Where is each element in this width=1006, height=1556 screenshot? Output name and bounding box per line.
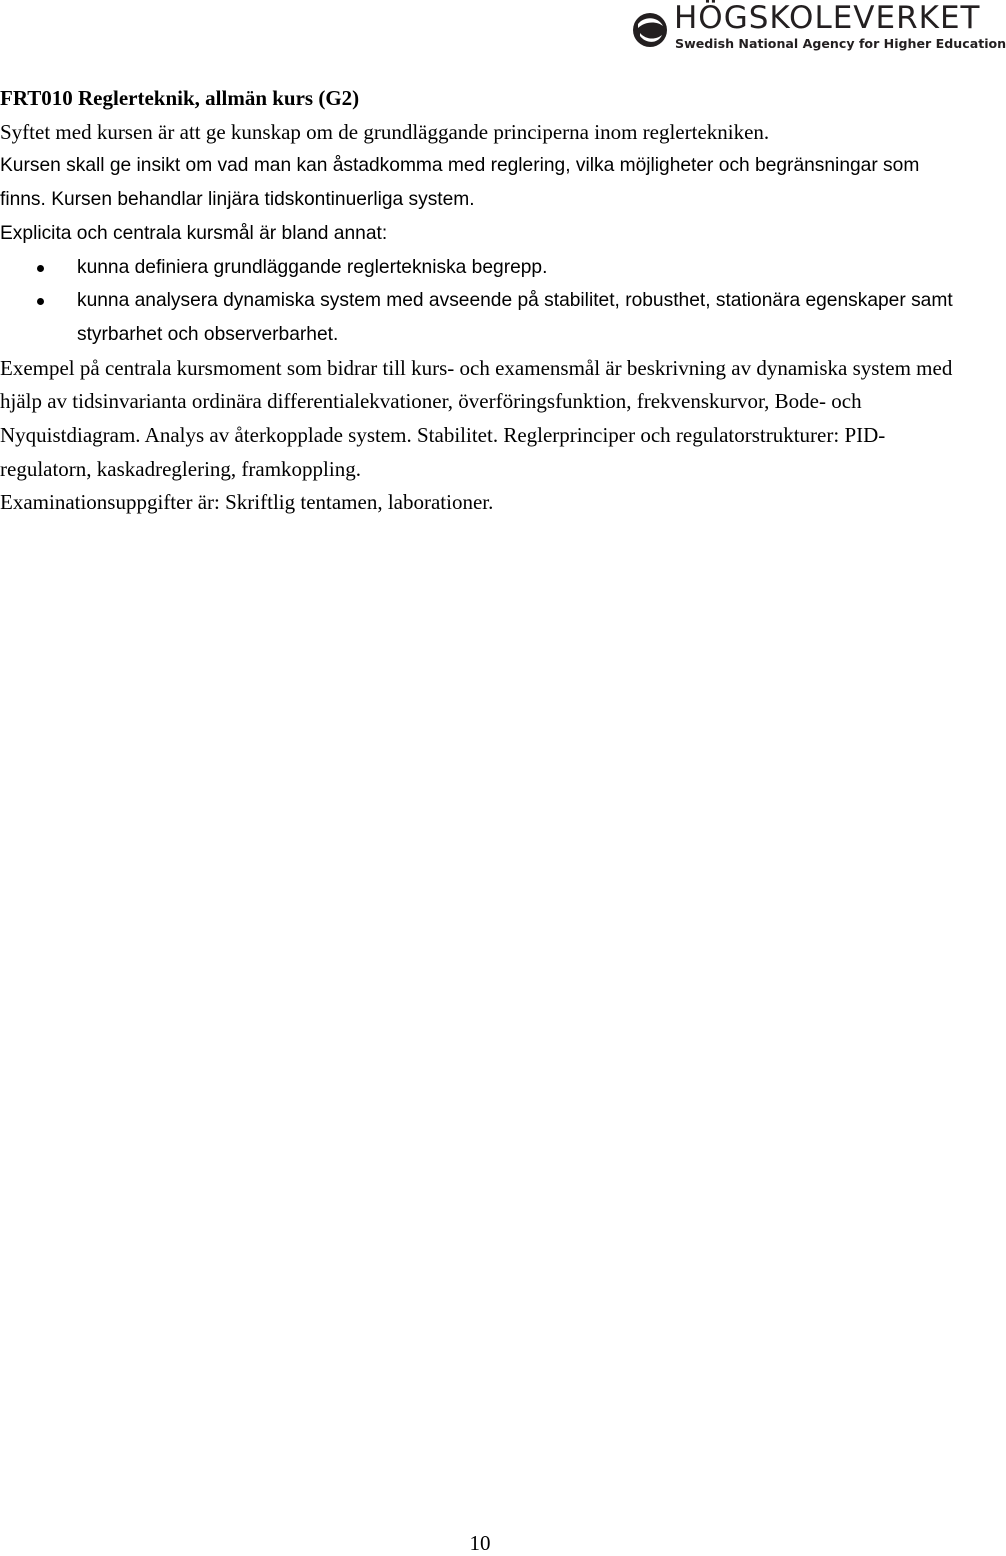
course-purpose-line-2: Kursen skall ge insikt om vad man kan åstadkomma med reglering, vilka möjligheter och begränsningar som finns. Kursen behandlar linjära tidskontinuerliga system.: [0, 155, 920, 211]
hogskoleverket-logo: [632, 0, 1006, 58]
goal-text: kunna definiera grundläggande reglertekniska begrepp.: [77, 256, 548, 278]
goals-intro: Explicita och centrala kursmål är bland annat:: [0, 222, 388, 244]
logo-subtitle: Swedish National Agency for Higher Education: [675, 36, 1006, 51]
examination: Examinationsuppgifter är: Skriftlig tentamen, laborationer.: [0, 490, 494, 515]
logo-name: HÖGSKOLEVERKET: [674, 0, 981, 36]
logo-mark-icon: [632, 2, 668, 56]
bullet-icon: [37, 298, 44, 305]
goal-item: [0, 284, 958, 351]
goal-item: [0, 251, 958, 285]
course-purpose-line-1: Syftet med kursen är att ge kunskap om de grundläggande principerna inom reglertekniken.: [0, 119, 770, 144]
goal-text: kunna analysera dynamiska system med avseende på stabilitet, robusthet, stationära egenskaper samt styrbarhet och observerbarhet.: [77, 290, 953, 345]
bullet-icon: [37, 265, 44, 272]
course-moments: Exempel på centrala kursmoment som bidrar till kurs- och examensmål är beskrivning av dynamiska system med hjälp av tidsinvarianta ordinära differentialekvationer, överföringsfunktion, frekvenskurvor, Bode- och Nyquistdiagram. Analys av återkopplade system. Stabilitet. Reglerprinciper och regulatorstrukturer: PID-regulatorn, kaskadreglering, framkoppling.: [0, 355, 953, 481]
page-number: 10: [469, 1531, 491, 1555]
course-title: FRT010 Reglerteknik, allmän kurs (G2): [0, 86, 360, 110]
course-description: [0, 82, 958, 520]
goals-list: [0, 251, 958, 352]
